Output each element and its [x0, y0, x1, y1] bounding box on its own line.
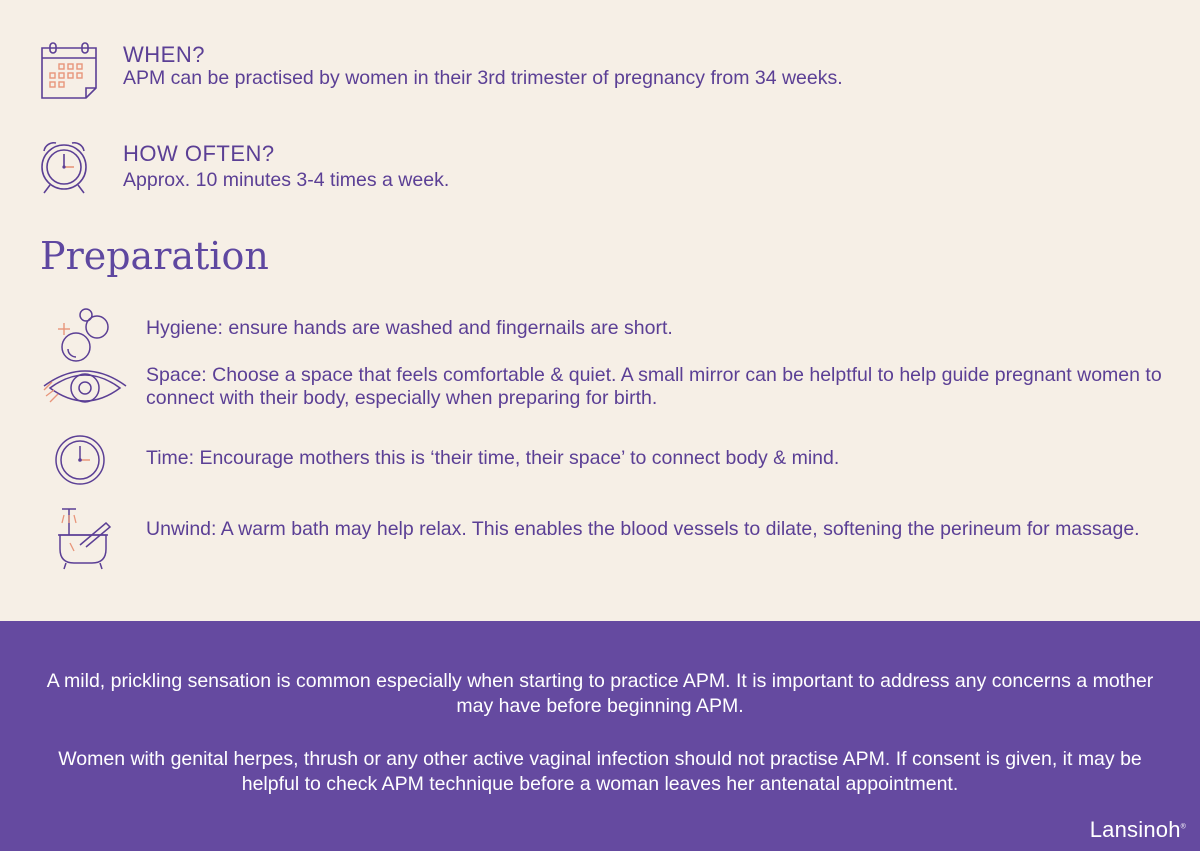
notice-paragraph-2: Women with genital herpes, thrush or any other active vaginal infection should not practise APM. If consent is given, it may be helpful to check APM technique before a woman leaves her antenatal appointment.: [58, 748, 1142, 795]
clock-icon: [40, 432, 130, 502]
how-often-heading: HOW OFTEN?: [123, 141, 275, 166]
when-text: APM can be practised by women in their 3rd trimester of pregnancy from 34 weeks.: [123, 67, 843, 89]
brand-registered-mark: ®: [1180, 823, 1186, 831]
brand-logo: [1090, 817, 1186, 843]
prep-space-text: Space: Choose a space that feels comfortable & quiet. A small mirror can be helptful to help guide pregnant women to connect with their body, especially when preparing for birth.: [146, 364, 1162, 409]
prep-time-text: Time: Encourage mothers this is ‘their time, their space’ to connect body & mind.: [146, 447, 840, 469]
notice-paragraph-1: A mild, prickling sensation is common especially when starting to practice APM. It is important to address any concerns a mother may have before beginning APM.: [46, 670, 1154, 717]
prep-hygiene-text: Hygiene: ensure hands are washed and fingernails are short.: [146, 317, 673, 339]
alarm-clock-icon: [38, 141, 100, 203]
eye-icon: [40, 362, 130, 432]
prep-unwind-text: Unwind: A warm bath may help relax. This enables the blood vessels to dilate, softening the perineum for massage.: [146, 518, 1140, 540]
how-often-text: Approx. 10 minutes 3-4 times a week.: [123, 169, 450, 191]
brand-name: Lansinoh: [1089, 817, 1181, 842]
preparation-title: Preparation: [40, 234, 269, 278]
calendar-icon: [38, 42, 100, 104]
when-heading: WHEN?: [123, 42, 205, 67]
bathtub-icon: [40, 505, 130, 575]
notice-panel: [0, 621, 1200, 851]
